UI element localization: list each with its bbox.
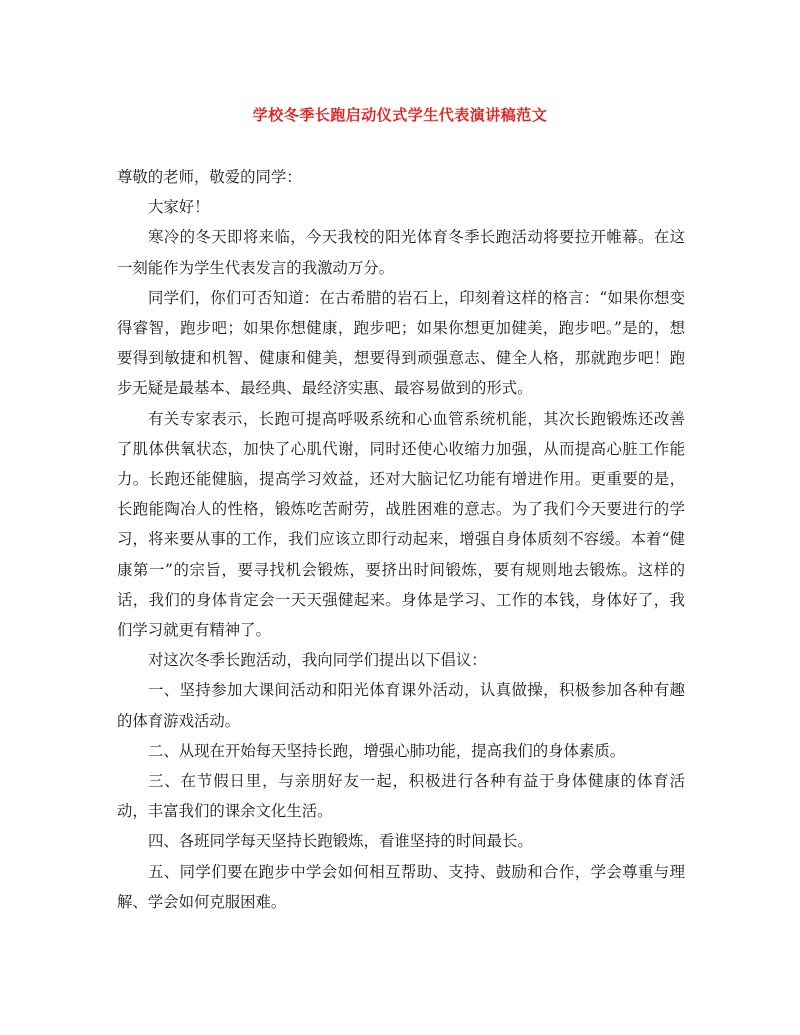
proposal-item-2: 二、从现在开始每天坚持长跑，增强心肺功能，提高我们的身体素质。 <box>148 741 626 760</box>
proposal-item-1: 一、坚持参加大课间活动和阳光体育课外活动，认真做操，积极参加各种有趣的体育游戏活动。 <box>117 681 685 730</box>
paragraph-greek-motto: 同学们，你们可否知道：在古希腊的岩石上，印刻着这样的格言：“如果你想变得睿智，跑步吧；如果你想健康，跑步吧；如果你想更加健美，跑步吧。”是的，想要得到敏捷和机智、健康和健美，想要得到顽强意志、健全人格，那就跑步吧！跑步无疑是最基本、最经典、最经济实惠、最容易做到的形式。 <box>117 288 685 398</box>
paragraph-proposal-intro: 对这次冬季长跑活动，我向同学们提出以下倡议： <box>148 651 487 670</box>
document-title: 学校冬季长跑启动仪式学生代表演讲稿范文 <box>252 106 548 124</box>
paragraph-expert-opinion: 有关专家表示，长跑可提高呼吸系统和心血管系统机能，其次长跑锻炼还改善了肌体供氧状态，加快了心肌代谢，同时还使心收缩力加强，从而提高心脏工作能力。长跑还能健脑，提高学习效益，还对大脑记忆功能有增进作用。更重要的是，长跑能陶冶人的性格，锻炼吃苦耐劳，战胜困难的意志。为了我们今天要进行的学习，将来要从事的工作，我们应该立即行动起来，增强自身体质刻不容缓。本着“健康第一”的宗旨，要寻找机会锻炼，要挤出时间锻炼，要有规则地去锻炼。这样的话，我们的身体肯定会一天天强健起来。身体是学习、工作的本钱，身体好了，我们学习就更有精神了。 <box>117 409 685 640</box>
paragraph-greeting: 大家好！ <box>148 198 210 217</box>
proposal-item-5: 五、同学们要在跑步中学会如何相互帮助、支持、鼓励和合作，学会尊重与理解、学会如何克服困难。 <box>117 862 685 911</box>
paragraph-opening: 寒冷的冬天即将来临，今天我校的阳光体育冬季长跑活动将要拉开帷幕。在这一刻能作为学生代表发言的我激动万分。 <box>117 228 685 277</box>
proposal-item-4: 四、各班同学每天坚持长跑锻炼，看谁坚持的时间最长。 <box>148 832 533 851</box>
document-body <box>117 162 685 917</box>
salutation: 尊敬的老师，敬爱的同学： <box>117 168 302 186</box>
proposal-item-3: 三、在节假日里，与亲朋好友一起，积极进行各种有益于身体健康的体育活动，丰富我们的课余文化生活。 <box>117 772 685 821</box>
